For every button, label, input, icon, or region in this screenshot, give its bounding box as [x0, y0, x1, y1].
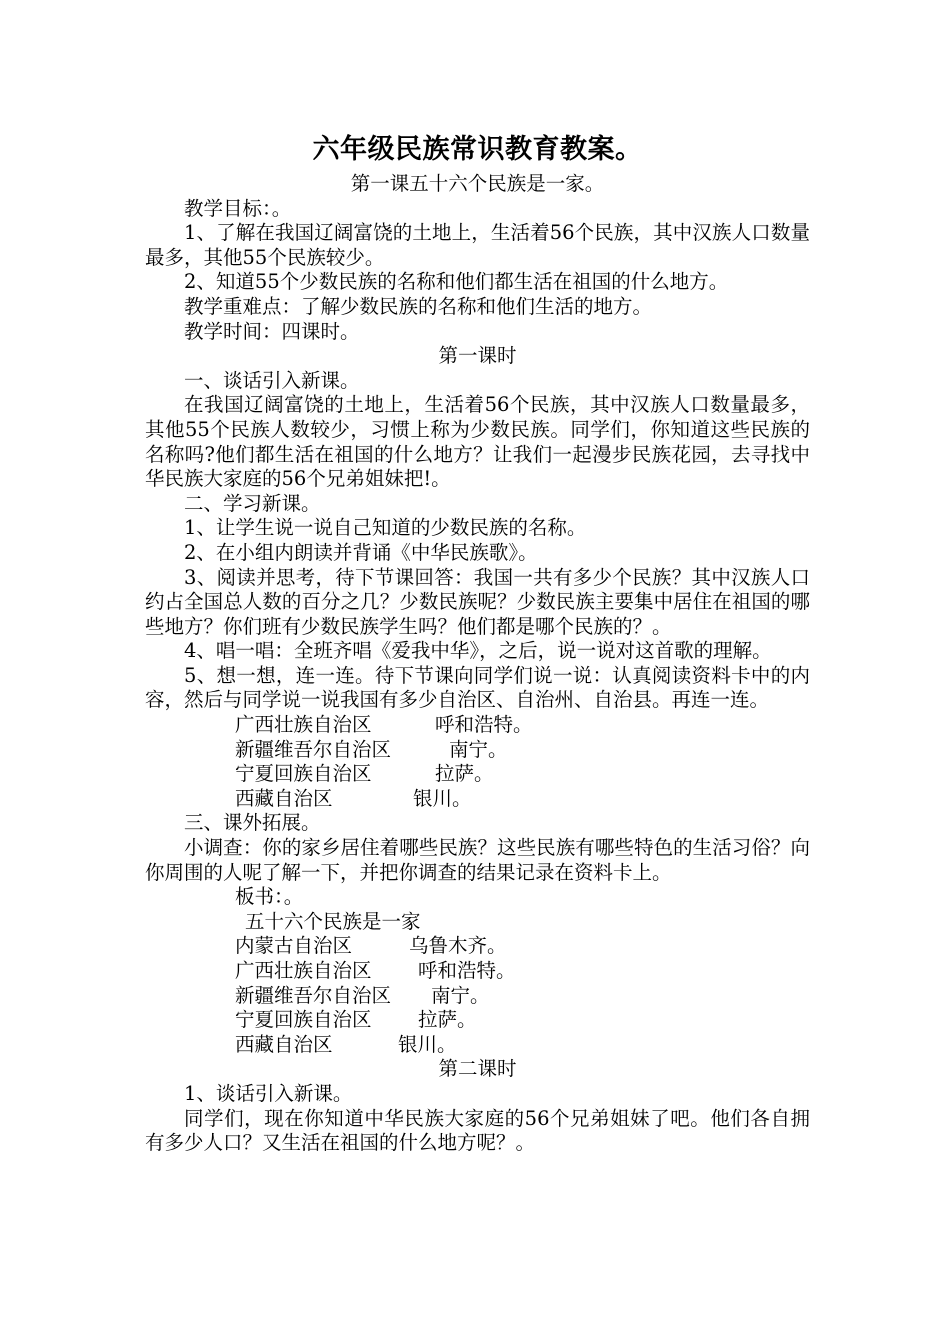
- pair-row: [145, 787, 810, 812]
- board-title: 五十六个民族是一家: [245, 909, 421, 933]
- lesson1-item1: 1、让学生说一说自己知道的少数民族的名称。: [184, 516, 587, 540]
- lesson2-heading: 第二课时: [438, 1057, 517, 1081]
- capital-name: 呼和浩特。: [435, 713, 533, 737]
- board-region: 广西壮族自治区: [235, 959, 372, 982]
- objectives-heading: 教学目标：。: [184, 196, 292, 220]
- board-label-row: [145, 885, 810, 910]
- capital-name: 银川。: [413, 786, 472, 810]
- board-pair-row: [145, 934, 810, 959]
- board-pair-row: [145, 1033, 810, 1058]
- objective-2: 2、知道55个少数民族的名称和他们都生活在祖国的什么地方。: [184, 270, 729, 294]
- region-name: 西藏自治区: [235, 786, 333, 810]
- region-name: 新疆维吾尔自治区: [235, 737, 392, 761]
- capital-name: 拉萨。: [435, 762, 494, 786]
- region-name: 广西壮族自治区: [235, 713, 372, 737]
- board-capital: 银川。: [398, 1032, 457, 1056]
- lesson1-item4: 4、唱一唱：全班齐唱《爱我中华》，之后，说一说对这首歌的理解。: [184, 639, 772, 663]
- lesson2-section1: 1、谈话引入新课。: [184, 1081, 353, 1105]
- board-capital: 呼和浩特。: [418, 959, 516, 982]
- board-region: 西藏自治区: [235, 1032, 333, 1056]
- lesson1-item5: 5、想一想，连一连。待下节课向同学们说一说：认真阅读资料卡中的内容，然后与同学说一说我国有多少自治区、自治州、自治县。再连一连。: [145, 663, 810, 712]
- board-region: 宁夏回族自治区: [235, 1008, 372, 1032]
- board-pair-row: [145, 959, 810, 984]
- capital-name: 南宁。: [449, 737, 508, 761]
- board-capital: 拉萨。: [418, 1008, 477, 1032]
- pair-row: [145, 738, 810, 763]
- board-pair-row: [145, 984, 810, 1009]
- board-capital: 南宁。: [431, 983, 490, 1007]
- lesson-subtitle: 第一课五十六个民族是一家。: [350, 172, 605, 195]
- lesson1-section3-text: 小调查：你的家乡居住着哪些民族？这些民族有哪些特色的生活习俗？向你周围的人呢了解一下，并把你调查的结果记录在资料卡上。: [145, 836, 810, 884]
- lesson1-section1-text: 在我国辽阔富饶的土地上，生活着56个民族，其中汉族人口数量最多，其他55个民族人数较少，习惯上称为少数民族。同学们，你知道这些民族的名称吗?他们都生活在祖国的什么地方？让我们一起漫步民族花园，去寻找中华民族大家庭的56个兄弟姐妹把!。: [145, 393, 810, 491]
- pair-row: [145, 762, 810, 787]
- board-region: 内蒙古自治区: [235, 934, 353, 958]
- lesson1-section3: 三、课外拓展。: [184, 811, 321, 835]
- board-capital: 乌鲁木齐。: [409, 934, 507, 958]
- lesson1-item3: 3、阅读并思考，待下节课回答：我国一共有多少个民族？其中汉族人口约占全国总人数的百分之几？少数民族呢？少数民族主要集中居住在祖国的哪些地方？你们班有少数民族学生吗？他们都是哪个民族的？。: [145, 565, 810, 638]
- objective-1: 1、了解在我国辽阔富饶的土地上，生活着56个民族，其中汉族人口数量最多，其他55个民族较少。: [145, 221, 810, 269]
- lesson1-section2: 二、学习新课。: [184, 491, 321, 515]
- board-label: 板书：。: [235, 885, 304, 909]
- lesson2-section1-text: 同学们，现在你知道中华民族大家庭的56个兄弟姐妹了吧。他们各自拥有多少人口？又生活在祖国的什么地方呢？。: [145, 1106, 810, 1155]
- key-points: 教学重难点：了解少数民族的名称和他们生活的地方。: [184, 294, 653, 318]
- lesson1-heading: 第一课时: [438, 344, 517, 368]
- region-name: 宁夏回族自治区: [235, 762, 372, 786]
- board-region: 新疆维吾尔自治区: [235, 983, 392, 1007]
- document-title: 六年级民族常识教育教案。: [312, 134, 643, 165]
- board-pair-row: [145, 1008, 810, 1033]
- pair-row: [145, 713, 810, 738]
- lesson1-section1: 一、谈话引入新课。: [184, 368, 360, 392]
- document-page: [145, 130, 810, 1156]
- teaching-time: 教学时间：四课时。: [184, 319, 360, 343]
- lesson1-item2: 2、在小组内朗读并背诵《中华民族歌》。: [184, 540, 538, 564]
- board-title-row: [145, 910, 810, 935]
